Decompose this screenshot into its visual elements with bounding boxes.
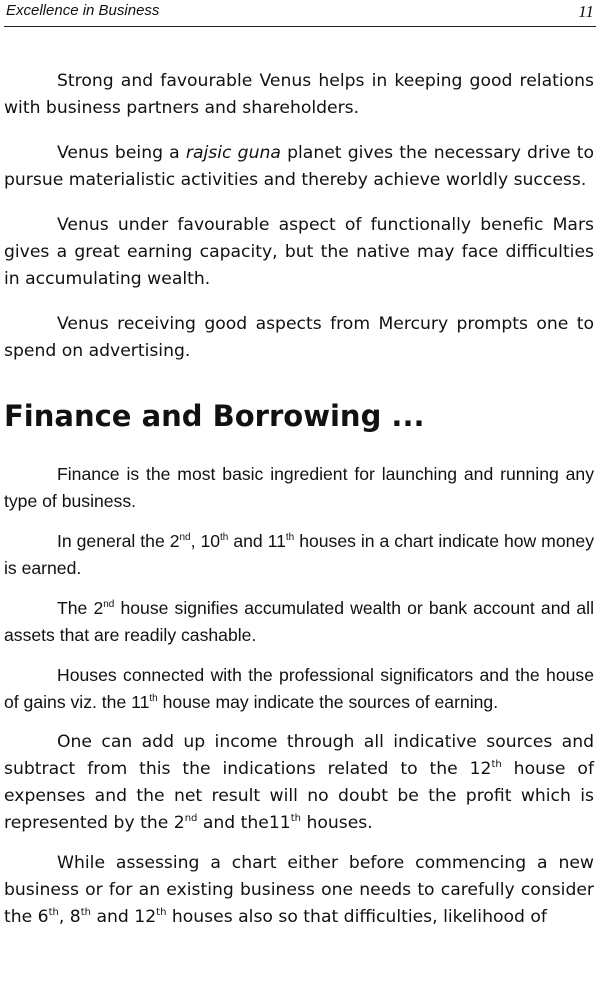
text-run: Houses connected with the professional significators and the house of gains viz. the 11 <box>4 665 594 712</box>
text-run: The 2 <box>57 598 104 618</box>
running-header <box>4 0 596 27</box>
ordinal-suffix: nd <box>179 532 191 543</box>
venus-paragraph-2 <box>4 140 594 194</box>
text-run: While assessing a chart either before commencing a new business or for an existing business one needs to carefully consider the 6 <box>4 853 594 927</box>
text-run: houses in a chart indicate how money is earned. <box>4 531 594 578</box>
text-run: houses also so that difficulties, likelihood of <box>166 907 547 927</box>
ordinal-suffix: th <box>80 907 92 918</box>
text-run: Venus being a <box>57 143 186 163</box>
text-run: house of expenses and the net result will no doubt be the profit which is represented by the 2 <box>4 759 594 833</box>
finance-paragraph-3 <box>4 595 594 649</box>
ordinal-suffix: th <box>149 693 158 704</box>
venus-paragraph-4: Venus receiving good aspects from Mercury prompts one to spend on advertising. <box>4 314 594 361</box>
text-run: houses. <box>301 813 373 833</box>
finance-paragraph-2 <box>4 528 594 582</box>
page-number: 11 <box>578 2 594 21</box>
text-run: and 11 <box>228 531 286 551</box>
text-run: house may indicate the sources of earning. <box>157 692 499 712</box>
ordinal-suffix: th <box>491 759 502 770</box>
finance-paragraph-6 <box>4 850 594 931</box>
text-run: and 12 <box>91 907 157 927</box>
venus-paragraph-3: Venus under favourable aspect of functionally benefic Mars gives a great earning capacity, but the native may face difficulties in accumulating wealth. <box>4 215 594 289</box>
venus-paragraph-1: Strong and favourable Venus helps in keeping good relations with business partners and shareholders. <box>4 71 594 118</box>
finance-paragraph-5 <box>4 729 594 837</box>
section-heading: Finance and Borrowing ... <box>4 399 425 433</box>
ordinal-suffix: th <box>220 532 229 543</box>
ordinal-suffix: th <box>285 532 295 543</box>
text-run: house signifies accumulated wealth or bank account and all assets that are readily cashable. <box>4 598 594 645</box>
text-run: One can add up income through all indicative sources and subtract from this the indications related to the 12 <box>4 732 594 779</box>
finance-paragraph-1: Finance is the most basic ingredient for launching and running any type of business. <box>4 464 594 511</box>
text-run: , 10 <box>190 531 221 551</box>
page-body <box>4 68 594 931</box>
text-run: and the11 <box>197 813 291 833</box>
ordinal-suffix: nd <box>103 599 115 610</box>
ordinal-suffix: th <box>290 813 301 824</box>
ordinal-suffix: nd <box>184 813 198 824</box>
ordinal-suffix: th <box>48 907 59 918</box>
text-run: , 8 <box>58 907 81 927</box>
finance-paragraph-4 <box>4 662 594 716</box>
text-run: planet gives the necessary drive to pursue materialistic activities and thereby achieve worldly success. <box>4 143 594 190</box>
book-title: Excellence in Business <box>6 2 160 19</box>
italic-term: rajsic guna <box>185 143 281 163</box>
ordinal-suffix: th <box>156 907 167 918</box>
text-run: In general the 2 <box>57 531 180 551</box>
